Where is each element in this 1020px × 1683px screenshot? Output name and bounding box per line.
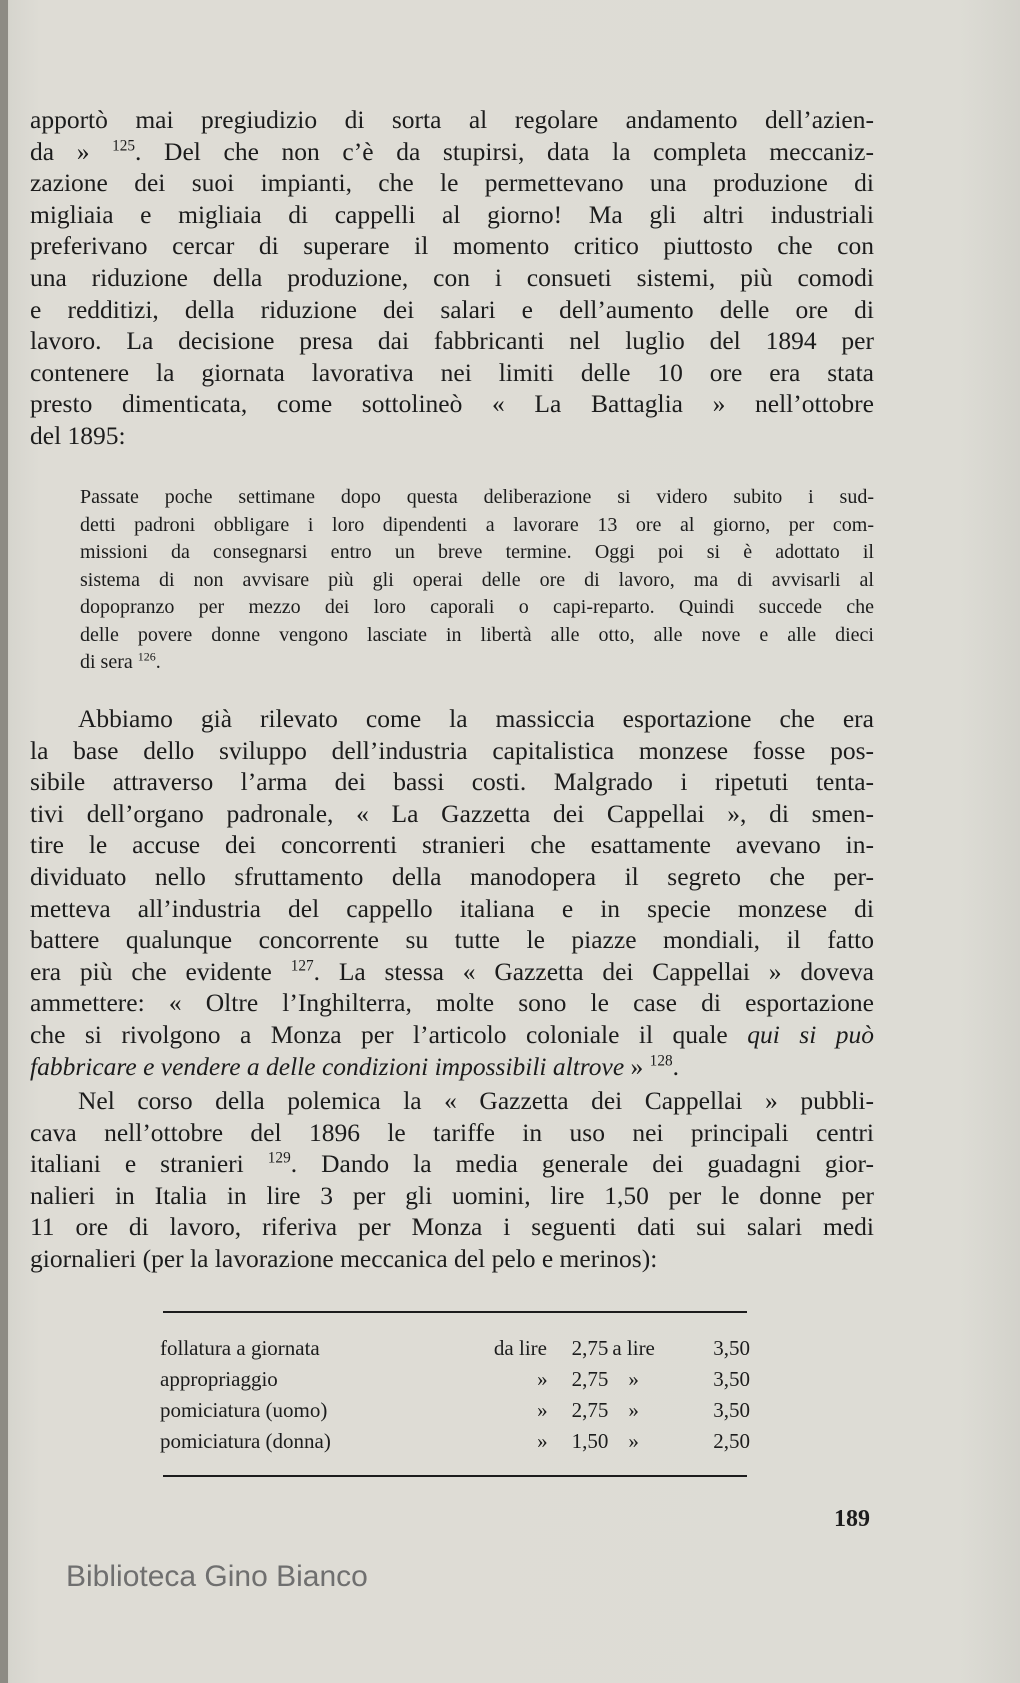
job-cell: pomiciatura (uomo) — [160, 1398, 328, 1422]
from-cell: » — [537, 1429, 548, 1453]
wages-table — [160, 1333, 750, 1457]
max-wage-cell: 3,50 — [713, 1367, 750, 1391]
quote-line: delle povere donne vengono lasciate in libertà alle otto, alle nove e alle dieci — [80, 623, 874, 646]
quote-line: sistema di non avvisare più gli operai delle ore di lavoro, ma di avvisarli al — [80, 568, 874, 591]
page-binding-edge — [0, 0, 8, 1683]
min-wage-cell: 2,75 — [571, 1398, 609, 1422]
job-cell: follatura a giornata — [160, 1336, 320, 1360]
text-line: tivi dell’organo padronale, « La Gazzetta dei Cappellai », di smen- — [30, 798, 874, 828]
text-line: giornalieri (per la lavorazione meccanica del pelo e merinos): — [30, 1243, 658, 1273]
footnote-ref: 128 — [649, 1052, 673, 1070]
to-cell: a lire — [612, 1336, 655, 1360]
text-line: da » $^{125}$. Del che non c’è da stupirsi, data la completa meccaniz- — [30, 136, 874, 166]
min-wage-cell: 2,75 — [571, 1367, 609, 1391]
table-top-rule — [163, 1311, 747, 1313]
max-wage-cell: 3,50 — [713, 1336, 750, 1360]
text-line: era più che evidente $^{127}$. La stessa « Gazzetta dei Cappellai » doveva — [30, 956, 874, 986]
footnote-ref: 127 — [290, 957, 314, 975]
text-line: italiani e stranieri $^{129}$. Dando la media generale dei guadagni gior- — [30, 1149, 874, 1179]
text-line: contenere la giornata lavorativa nei limiti delle 10 ore era stata — [30, 357, 874, 387]
table-row — [160, 1333, 750, 1364]
from-cell: » — [537, 1398, 548, 1422]
quote-line: missioni da consegnarsi entro un breve termine. Oggi poi si è adottato il — [80, 541, 874, 563]
from-cell: » — [537, 1367, 548, 1391]
paragraph-1 — [30, 104, 874, 452]
text-line: 11 ore di lavoro, riferiva per Monza i seguenti dati sui salari medi — [30, 1212, 874, 1242]
quote-line: dopopranzo per mezzo dei loro caporali o capi-reparto. Quindi succede che — [80, 596, 874, 618]
quote-line: di sera $^{126}$. — [80, 649, 161, 673]
text-line: ammettere: « Oltre l’Inghilterra, molte sono le case di esportazione — [30, 988, 874, 1018]
text-line: Abbiamo già rilevato come la massiccia esportazione che era — [78, 704, 874, 733]
table-row — [160, 1395, 750, 1426]
text-line: e redditizi, della riduzione dei salari e dell’aumento delle ore di — [30, 294, 874, 324]
table-bottom-rule — [163, 1475, 747, 1477]
text-line: Nel corso della polemica la « Gazzetta dei Cappellai » pubbli- — [78, 1086, 874, 1115]
text-line: che si rivolgono a Monza per l’articolo coloniale il quale qui si può — [30, 1019, 874, 1049]
text-line: zazione dei suoi impianti, che le permettevano una produzione di — [30, 168, 874, 198]
table-row — [160, 1426, 750, 1457]
text-line: migliaia e migliaia di cappelli al giorno! Ma gli altri industriali — [30, 199, 874, 229]
page-number: 189 — [834, 1506, 870, 1532]
text-line: tire le accuse dei concorrenti stranieri che esattamente avevano in- — [30, 830, 874, 860]
to-cell: » — [628, 1398, 639, 1422]
from-cell: da lire — [493, 1336, 547, 1360]
quote-line: Passate poche settimane dopo questa deliberazione si videro subito i sud- — [80, 486, 874, 508]
text-line: una riduzione della produzione, con i consueti sistemi, più comodi — [30, 262, 874, 292]
quote-line: detti padroni obbligare i loro dipendenti a lavorare 13 ore al giorno, per com- — [80, 513, 874, 536]
text-line: la base dello sviluppo dell’industria capitalistica monzese fosse pos- — [30, 735, 874, 765]
text-line: presto dimenticata, come sottolineò « La Battaglia » nell’ottobre — [30, 389, 874, 419]
block-quote — [80, 484, 874, 677]
job-cell: appropriaggio — [160, 1367, 278, 1391]
library-watermark: Biblioteca Gino Bianco — [66, 1560, 368, 1593]
footnote-ref: 126 — [137, 649, 156, 664]
footnote-ref: 125 — [112, 137, 136, 155]
min-wage-cell: 2,75 — [571, 1336, 609, 1360]
paragraph-3 — [30, 1085, 874, 1275]
text-line: dividuato nello sfruttamento della manodopera il segreto che per- — [30, 861, 874, 891]
text-line: preferivano cercar di superare il momento critico piuttosto che con — [30, 231, 874, 261]
text-line: cava nell’ottobre del 1896 le tariffe in uso nei principali centri — [30, 1117, 874, 1147]
text-line: nalieri in Italia in lire 3 per gli uomini, lire 1,50 per le donne per — [30, 1180, 874, 1210]
footnote-ref: 129 — [267, 1149, 291, 1167]
table-row — [160, 1364, 750, 1395]
italic-text: fabbricare e vendere a delle condizioni impossibili altrove — [30, 1051, 625, 1081]
text-line: lavoro. La decisione presa dai fabbricanti nel luglio del 1894 per — [30, 326, 874, 356]
job-cell: pomiciatura (donna) — [160, 1429, 331, 1453]
text-line: metteva all’industria del cappello italiana e in specie monzese di — [30, 893, 874, 923]
text-line: del 1895: — [30, 420, 126, 450]
italic-text: qui si può — [747, 1019, 874, 1049]
text-line: battere qualunque concorrente su tutte le piazze mondiali, il fatto — [30, 925, 874, 955]
to-cell: » — [628, 1367, 639, 1391]
to-cell: » — [628, 1429, 639, 1453]
max-wage-cell: 3,50 — [713, 1398, 750, 1422]
text-line: fabbricare e vendere a delle condizioni impossibili altrove » $^{128}$. — [30, 1051, 679, 1081]
paragraph-2 — [30, 703, 874, 1082]
min-wage-cell: 1,50 — [571, 1429, 609, 1453]
max-wage-cell: 2,50 — [713, 1429, 750, 1453]
text-line: apportò mai pregiudizio di sorta al regolare andamento dell’azien- — [30, 105, 874, 134]
text-line: sibile attraverso l’arma dei bassi costi. Malgrado i ripetuti tenta- — [30, 767, 874, 797]
